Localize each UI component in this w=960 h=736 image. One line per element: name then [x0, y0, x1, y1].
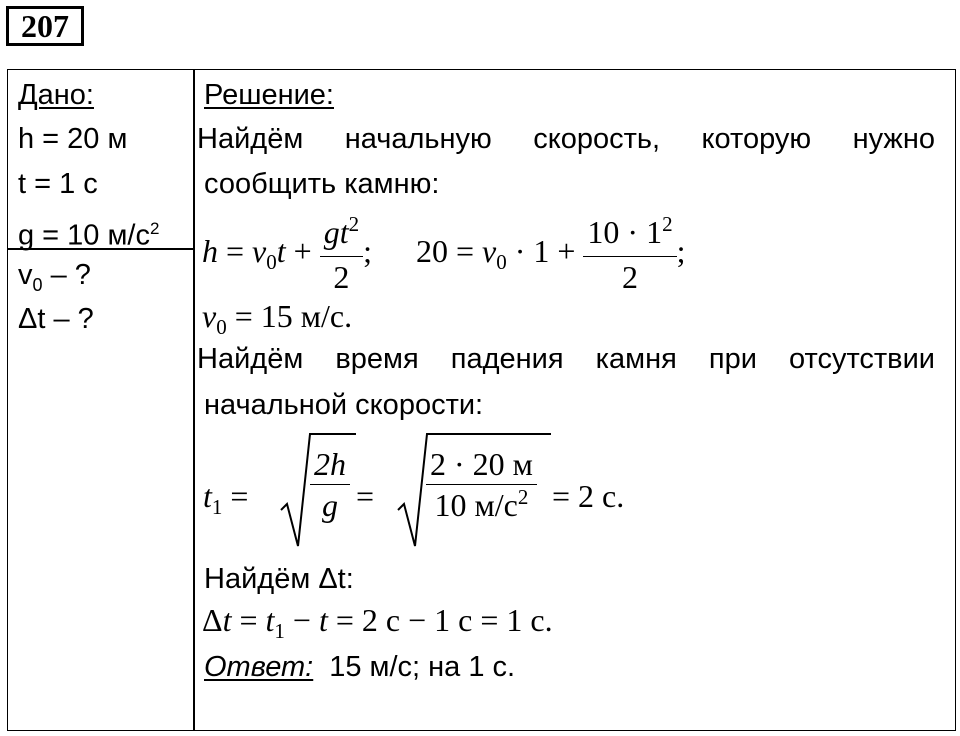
fraction-10-2: [583, 212, 676, 297]
word: при: [708, 343, 757, 375]
eq-delta: Δ: [202, 602, 223, 638]
eq-rest: = 15 м/с.: [226, 298, 353, 334]
given-height: h = 20 м: [18, 123, 128, 155]
eq-t1-sub: 1: [274, 619, 285, 643]
eq-t: t: [203, 478, 212, 514]
equation-motion: [202, 212, 685, 297]
eq-semicolon: ;: [363, 232, 372, 269]
para2-line2: начальной скорости:: [204, 389, 484, 421]
eq-v: v: [252, 232, 267, 269]
eq-minus: −: [284, 602, 319, 638]
frac-num: 2 · 20 м: [426, 444, 537, 485]
eq-h: h: [202, 232, 218, 269]
fraction-gt2: [320, 212, 363, 297]
eq-sign: =: [447, 232, 483, 269]
para1-line2: сообщить камню:: [204, 168, 440, 200]
answer-text: 15 м/с; на 1 с.: [329, 651, 516, 683]
eq-dot: · 1 +: [506, 232, 584, 269]
eq-20: 20: [415, 232, 448, 269]
word: скорость,: [533, 123, 661, 155]
word: Найдём: [197, 343, 304, 375]
problem-number: 207: [6, 6, 84, 46]
fraction-2h-g: [310, 444, 350, 525]
eq-sign: =: [218, 232, 253, 269]
equation-delta-t: [202, 602, 553, 643]
eq-sign: =: [231, 602, 266, 638]
eq-v-sub: 0: [496, 249, 507, 274]
fraction-numeric: [426, 444, 537, 529]
frac-num: gt: [323, 214, 349, 250]
unknown-v0-sub: 0: [32, 274, 43, 295]
para2-line1: [197, 342, 935, 376]
word: камня: [595, 343, 677, 375]
unknown-v0: [18, 258, 91, 302]
word: отсутствии: [789, 343, 935, 375]
equation-v0-result: [202, 298, 353, 339]
word: которую: [701, 123, 812, 155]
eq-rest: = 2 с − 1 с = 1 с.: [327, 602, 553, 638]
given-gravity-exp: 2: [150, 219, 160, 238]
unknown-v0-var: v: [18, 259, 33, 291]
para3: Найдём Δt:: [204, 563, 354, 595]
eq-v: v: [482, 232, 497, 269]
fall-time-t1-label: [203, 478, 249, 519]
eq-semicolon: ;: [676, 232, 686, 269]
frac-den: [426, 485, 537, 529]
given-time: t = 1 с: [18, 168, 98, 200]
unknown-v0-tail: – ?: [42, 259, 91, 291]
fall-time-result: = 2 с.: [552, 478, 625, 514]
frac-num: 2h: [310, 444, 350, 485]
eq-t: t: [276, 232, 286, 269]
answer-line: [204, 650, 515, 684]
frac-den-exp: 2: [517, 485, 529, 509]
frac-num-exp: 2: [348, 212, 360, 236]
frac-num: 10 · 1: [587, 214, 663, 250]
frac-den: 2: [622, 259, 638, 295]
answer-label: Ответ:: [204, 651, 314, 683]
word: Найдём: [197, 123, 304, 155]
solution-heading: Решение:: [204, 79, 334, 111]
word: нужно: [852, 123, 935, 155]
eq-plus: +: [285, 232, 320, 269]
frac-den: g: [322, 487, 338, 523]
eq-t-sub: 1: [211, 495, 223, 519]
word: начальную: [344, 123, 492, 155]
column-divider: [193, 70, 195, 730]
eq-t1: t: [265, 602, 275, 638]
given-heading: Дано:: [18, 79, 94, 111]
frac-den: 2: [333, 259, 350, 295]
frac-den-text: 10 м/с: [434, 487, 518, 523]
eq-sign: =: [222, 478, 249, 514]
frac-num-exp: 2: [662, 212, 673, 236]
word: время: [335, 343, 419, 375]
given-gravity-text: g = 10 м/с: [18, 219, 150, 252]
eq-sign-mid: =: [356, 478, 375, 514]
eq-v: v: [202, 298, 217, 334]
eq-v-sub: 0: [216, 315, 227, 339]
eq-t: t: [222, 602, 232, 638]
para1-line1: [197, 122, 935, 156]
given-gravity: [18, 212, 159, 253]
unknown-dt: Δt – ?: [18, 303, 94, 335]
eq-t: t: [318, 602, 328, 638]
eq-v-sub: 0: [266, 249, 277, 274]
word: падения: [450, 343, 564, 375]
